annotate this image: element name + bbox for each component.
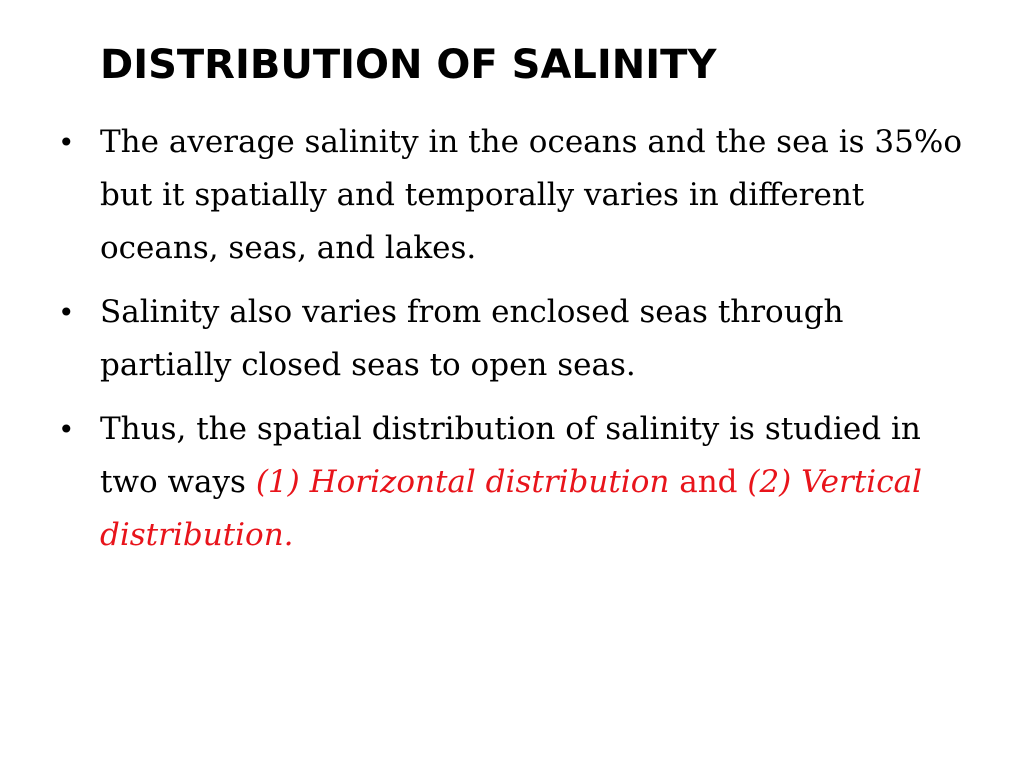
bullet-dot-icon: • [58, 126, 75, 159]
bullet-text-3: Thus, the spatial distribution of salinity is studied in two ways [100, 411, 921, 500]
slide-title: DISTRIBUTION OF SALINITY [100, 42, 717, 88]
highlight-vertical-distribution: (2) Vertical distribution. [100, 464, 922, 553]
bullet-dot-icon: • [58, 296, 75, 329]
bullet-text-2: Salinity also varies from enclosed seas through partially closed seas to open seas. [100, 294, 844, 383]
bullet-text-1: The average salinity in the oceans and the sea is 35%o but it spatially and temporally varies in different oceans, seas, and lakes. [100, 124, 962, 266]
highlight-connector: and [669, 464, 748, 500]
bullet-item-1 [58, 116, 978, 275]
bullet-dot-icon: • [58, 413, 75, 446]
bullet-item-2 [58, 286, 978, 392]
bullet-item-3 [58, 403, 978, 562]
highlight-horizontal-distribution: (1) Horizontal distribution [255, 464, 670, 500]
bullet-list [58, 116, 978, 573]
